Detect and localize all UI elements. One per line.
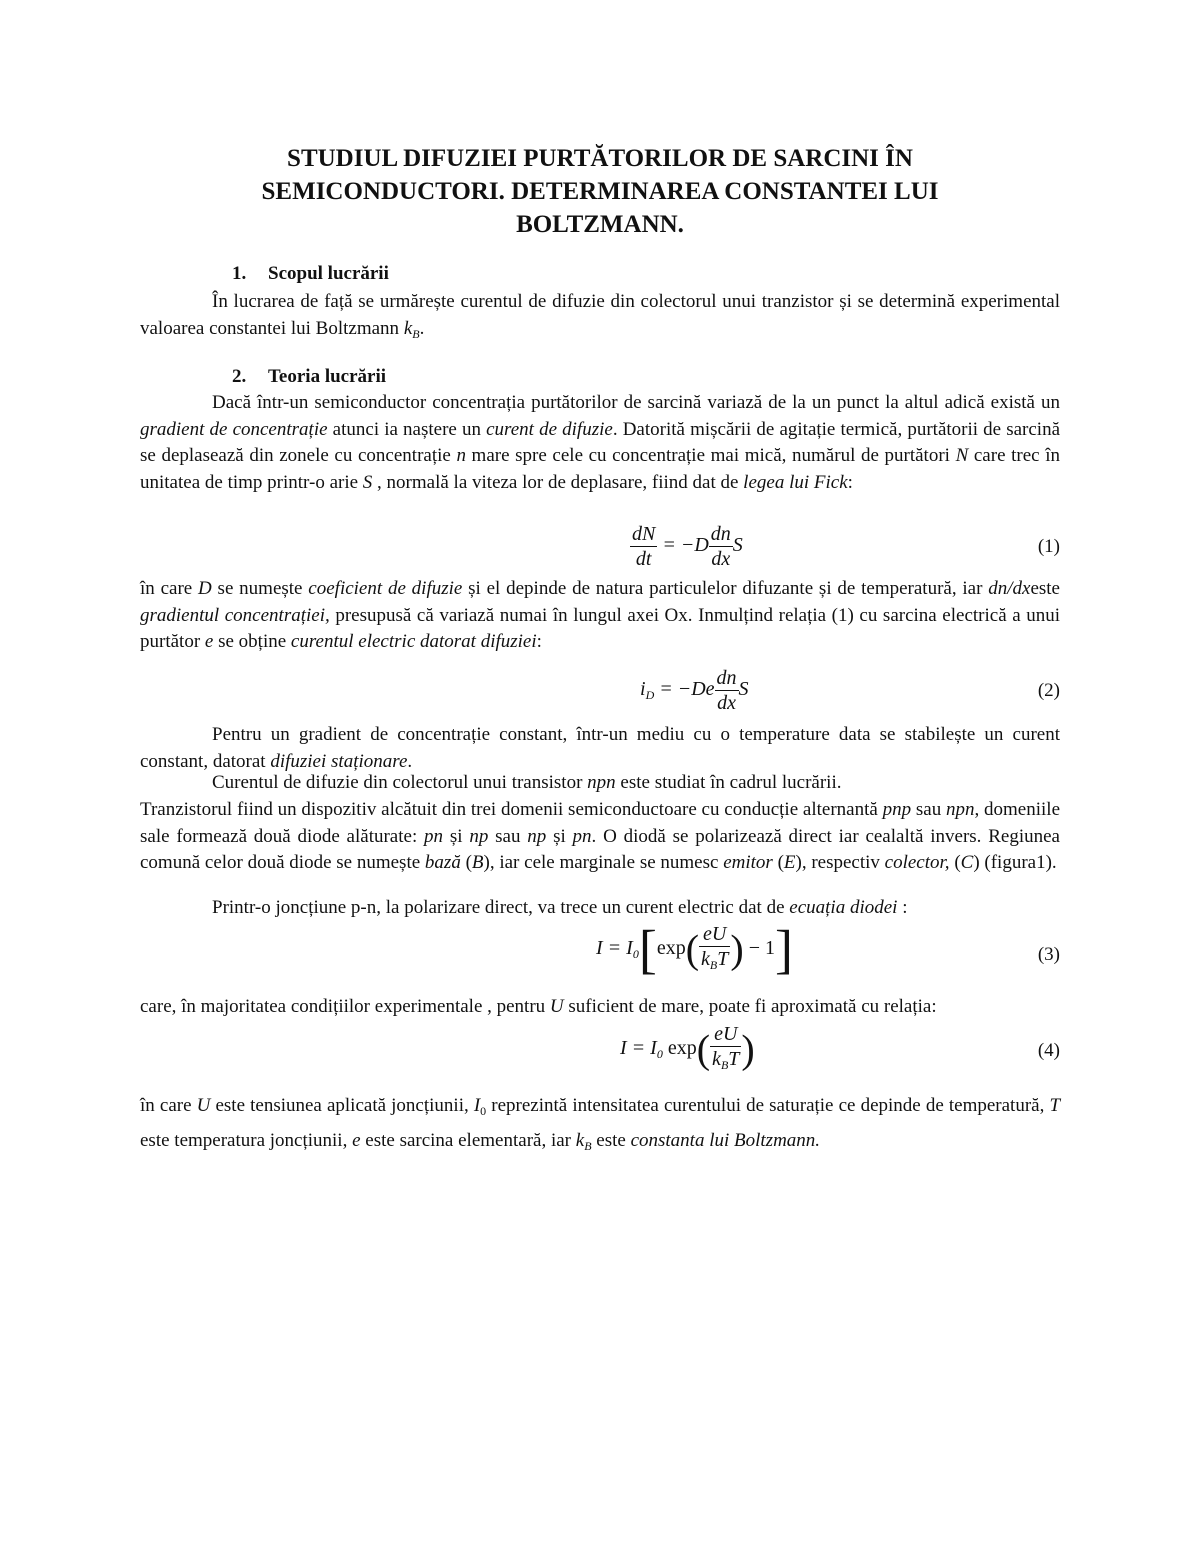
text-run: ) (figura1). <box>973 852 1057 873</box>
text-run: ( <box>949 852 961 873</box>
text-run: . Datorită mișcării de agitație termică, purtătorii de sarcină se deplasează din zonele cu concentrație <box>140 418 1061 466</box>
eq2-i: i <box>640 678 646 701</box>
text-run: Pentru un gradient de concentrație constant, într-un mediu cu o temperature data se stabilește un curent constant, datorat <box>140 724 1060 772</box>
symbol-I0-subscript: 0 <box>480 1104 487 1118</box>
eq4-lhs: I = I <box>620 1037 657 1060</box>
text-run: sau <box>911 799 946 820</box>
equation-2 <box>640 666 749 715</box>
eq1-denominator: dt <box>635 548 652 570</box>
equation-3: $I = I_0[\exp$( $\frac{eU}{k_BT}$ ) − 1] <box>596 919 793 980</box>
text-run: și el depinde de natura particulelor difuzante și de temperatură, iar <box>462 578 989 599</box>
equation-4-number: (4) <box>1037 1040 1060 1061</box>
theory-paragraph-2 <box>140 576 1060 656</box>
eq2-S: S <box>738 678 749 701</box>
term-npn: npn <box>945 799 975 820</box>
theory-paragraph-1 <box>140 390 1060 496</box>
title-line-2: SEMICONDUCTORI. DETERMINAREA CONSTANTEI LUI <box>261 178 939 205</box>
term-diffusion-current: curent de difuzie <box>486 418 613 440</box>
symbol-T: T <box>1049 1095 1061 1116</box>
eq1-numerator-2: dn <box>710 523 731 545</box>
symbol-e: e <box>204 631 214 652</box>
text-run: suficient de mare, poate fi aproximată cu relația: <box>563 996 937 1017</box>
eq3-k: k <box>701 948 710 970</box>
eq4-subscript: 0 <box>656 1047 663 1062</box>
eq3-lhs: I = I <box>596 937 633 960</box>
eq3-k-subscript: B <box>709 958 718 972</box>
section-1-text: În lucrarea de față se urmărește curentul de difuzie din colectorul unui tranzistor și se determină experimental valoarea constantei lui Boltzmann <box>140 291 1060 339</box>
eq4-numerator: eU <box>710 1022 741 1047</box>
text-run: , normală la viteza lor de deplasare, fiind dat de <box>372 471 744 493</box>
eq3-exp: exp <box>656 937 686 960</box>
symbol-kB-subscript: B <box>584 1139 592 1153</box>
text-run: ( <box>772 852 784 873</box>
section-1-paragraph <box>140 289 1060 347</box>
term-npn: npn <box>587 772 616 793</box>
eq2-subscript: D <box>645 688 655 703</box>
symbol-n: n <box>456 445 466 466</box>
section-2-title: Teoria lucrării <box>268 366 387 387</box>
text-run: . O diodă se polarizează direct iar cealaltă invers. Regiunea comună celor două diode se numește <box>140 825 1060 873</box>
term-boltzmann-constant: constanta lui Boltzmann. <box>630 1130 821 1151</box>
title-line-1: STUDIUL DIFUZIEI PURTĂTORILOR DE SARCINI ÎN <box>287 145 913 172</box>
text-run: Dacă într-un semiconductor concentrația purtătorilor de sarcină variază de la un punct la altul adică există un <box>212 392 1060 413</box>
term-electric-current: curentul electric datorat difuziei <box>290 631 537 652</box>
eq4-T: T <box>728 1048 740 1070</box>
eq4-k-subscript: B <box>720 1058 729 1072</box>
text-run: care, în majoritatea condițiilor experimentale , pentru <box>140 996 550 1017</box>
symbol-N: N <box>955 445 969 466</box>
equation-1-number: (1) <box>1037 536 1060 557</box>
text-run: se obține <box>213 631 291 652</box>
text-run: , domeniile sale formează două diode alăturate: <box>140 799 1060 847</box>
eq3-subscript: 0 <box>632 947 639 962</box>
theory-paragraph-6 <box>140 897 1060 919</box>
text-run: este <box>1030 578 1060 599</box>
term-base: bază <box>424 852 461 873</box>
text-run: este <box>591 1130 631 1151</box>
text-run: și <box>443 825 470 847</box>
equation-2-number: (2) <box>1037 680 1060 701</box>
term-pnp: pnp <box>882 799 912 820</box>
text-run: ( <box>460 852 472 873</box>
section-2-number: 2. <box>232 366 247 387</box>
page-title <box>140 142 1060 241</box>
term-emitter: emitor <box>723 852 773 873</box>
text-run: atunci ia naștere un <box>327 418 487 440</box>
text-run: Printr-o joncțiune p-n, la polarizare direct, va trece un curent electric dat de <box>212 897 790 918</box>
symbol-E: E <box>783 852 796 873</box>
symbol-U: U <box>549 996 564 1017</box>
theory-paragraph-7 <box>140 996 1060 1018</box>
section-1-title: Scopul lucrării <box>268 263 389 284</box>
text-run: Tranzistorul fiind un dispozitiv alcătuit din trei domenii semiconductoare cu conducție alternantă <box>140 799 883 820</box>
term-diffusion-coefficient: coeficient de difuzie <box>308 578 463 599</box>
eq4-k: k <box>712 1048 721 1070</box>
text-run: . <box>407 750 413 772</box>
term-collector: colector, <box>884 852 950 873</box>
term-fick-law: legea lui Fick <box>743 471 848 493</box>
symbol-I0: I <box>473 1095 481 1116</box>
term-gradient: gradient de concentrație <box>140 418 328 440</box>
eq3-tail: − 1 <box>743 937 775 960</box>
term-np: np <box>469 825 489 847</box>
eq2-middle: = −De <box>654 678 715 701</box>
section-1-end: . <box>419 317 425 339</box>
eq4-exp: exp <box>662 1037 697 1060</box>
theory-paragraph-4 <box>140 772 1060 794</box>
symbol-S: S <box>362 471 373 493</box>
term-pn: pn <box>572 825 592 847</box>
text-run: este studiat în cadrul lucrării. <box>615 772 842 793</box>
text-run: se numește <box>211 578 309 599</box>
text-run: : <box>847 471 853 493</box>
equation-4: $I = I_0$ exp( $\frac{eU}{k_BT}$ ) <box>620 1023 755 1072</box>
term-concentration-gradient: gradientul concentrației, <box>140 604 330 626</box>
symbol-D: D <box>198 578 212 599</box>
symbol-C: C <box>960 852 974 873</box>
section-2-heading <box>232 366 386 388</box>
symbol-B: B <box>471 852 484 873</box>
term-diode-equation: ecuația diodei <box>789 897 898 918</box>
eq2-denominator: dx <box>717 692 736 714</box>
text-run: și <box>546 825 573 847</box>
eq1-S: S <box>732 534 743 557</box>
text-run: Curentul de difuzie din colectorul unui transistor <box>212 772 588 793</box>
text-run: este temperatura joncțiunii, <box>140 1130 353 1151</box>
text-run: sau <box>488 825 528 847</box>
text-run: mare spre cele cu concentrație mai mică, numărul de purtători <box>465 445 956 466</box>
term-stationary-diffusion: difuziei staționare <box>270 750 408 772</box>
eq3-T: T <box>717 948 729 970</box>
text-run: : <box>897 897 908 918</box>
text-run: în care <box>140 578 199 599</box>
equation-3-number: (3) <box>1037 944 1060 965</box>
symbol-kB: k <box>575 1130 585 1151</box>
text-run: reprezintă intensitatea curentului de saturație ce depinde de temperatură, <box>486 1095 1050 1116</box>
text-run: care trec în unitatea de timp printr-o arie <box>140 445 1060 493</box>
symbol-U: U <box>196 1095 211 1116</box>
eq3-numerator: eU <box>699 922 730 947</box>
term-pn: pn <box>424 825 444 847</box>
text-run: este sarcina elementară, iar <box>360 1130 576 1151</box>
symbol-dn-dx: dn/dx <box>988 578 1031 599</box>
kb-symbol: k <box>403 317 413 339</box>
text-run: ), respectiv <box>795 852 885 873</box>
title-line-3: BOLTZMANN. <box>516 211 684 238</box>
theory-paragraph-8 <box>140 1091 1060 1161</box>
text-run: în care <box>140 1095 197 1116</box>
eq1-numerator: dN <box>632 523 656 545</box>
text-run: presupusă că variază numai în lungul axei Ox. Inmulțind relația (1) cu sarcina electrică a unui purtător <box>140 604 1061 652</box>
equation-1 <box>630 522 743 571</box>
theory-paragraph-3 <box>140 722 1060 775</box>
eq1-denominator-2: dx <box>711 548 731 570</box>
eq1-middle: = −D <box>657 534 709 557</box>
term-np: np <box>527 825 547 847</box>
eq2-numerator: dn <box>716 667 737 689</box>
text-run: ), iar cele marginale se numesc <box>483 852 724 873</box>
theory-paragraph-5 <box>140 797 1060 877</box>
section-1-number: 1. <box>232 263 247 284</box>
symbol-e: e <box>352 1130 361 1151</box>
text-run: este tensiunea aplicată joncțiunii, <box>210 1095 474 1116</box>
kb-subscript: B <box>412 326 420 341</box>
section-1-heading <box>232 263 389 285</box>
text-run: : <box>536 631 542 652</box>
